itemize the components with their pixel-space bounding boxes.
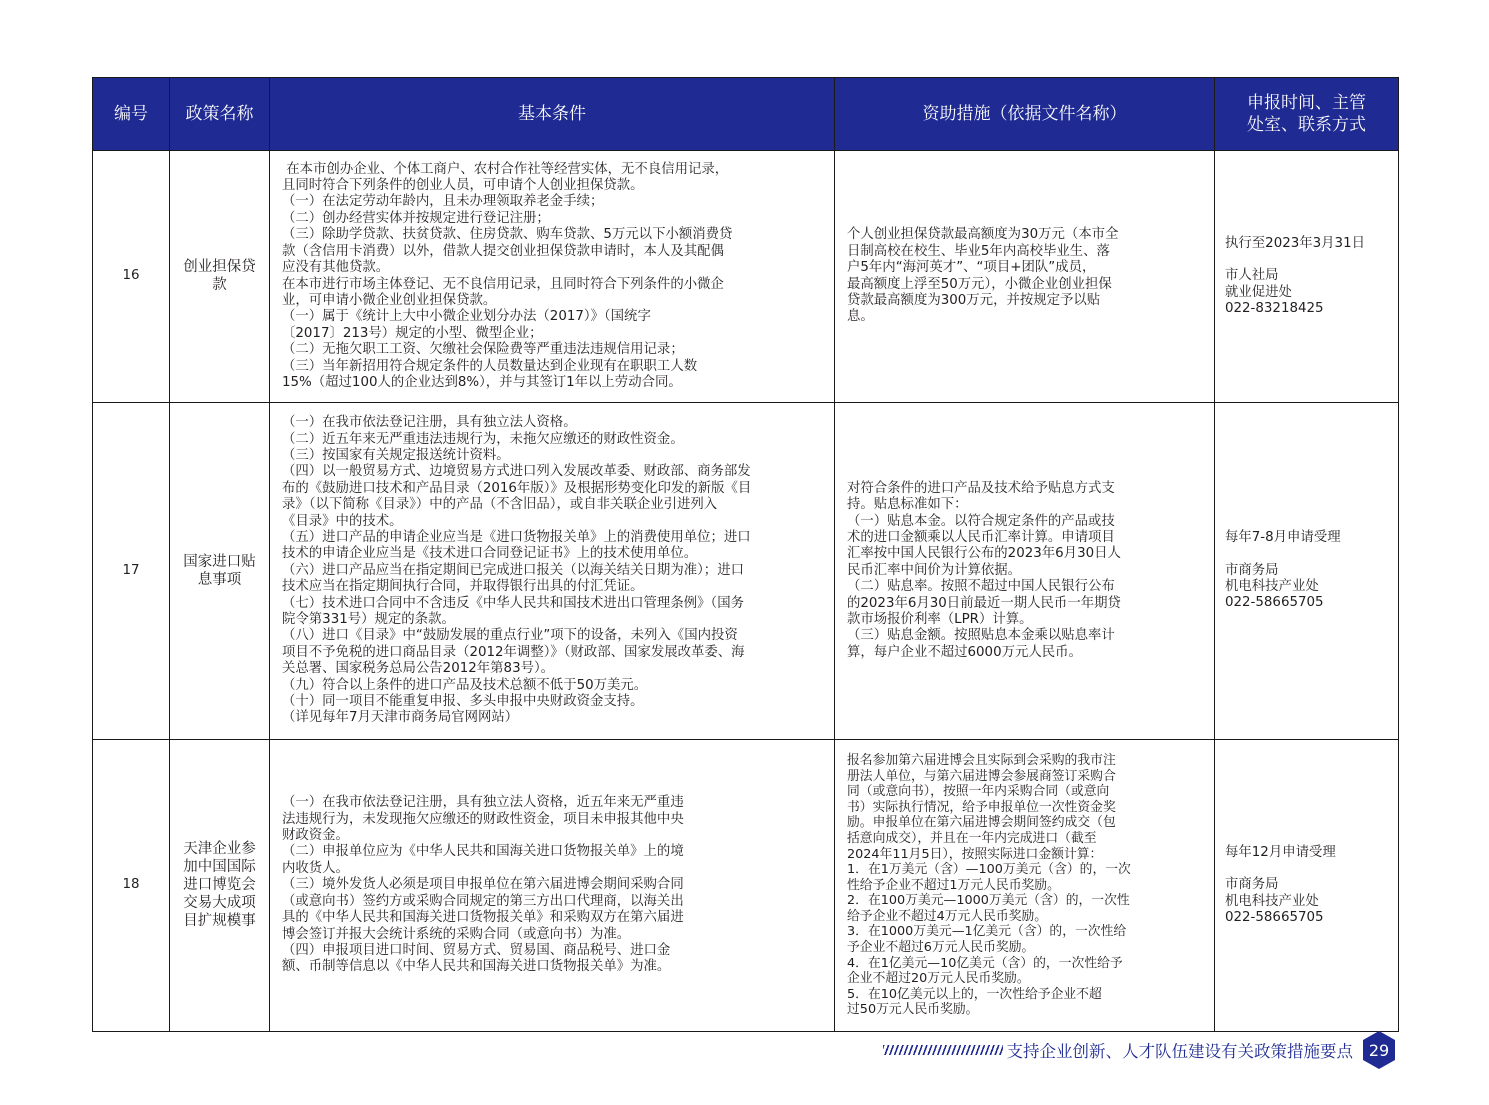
policy-name-text: 天津企业参加中国国际进口博览会交易大成项目扩规模事 <box>183 841 256 930</box>
division: 机电科技产业处 <box>1225 579 1319 594</box>
condition-line: 在本市进行市场主体登记、无不良信用记录，且同时符合下列条件的小微企 <box>282 276 724 292</box>
measure-line: 款市场报价利率（LPR）计算。 <box>847 612 1033 628</box>
measure-line: 册法人单位，与第六届进博会参展商签订采购合 <box>847 768 1116 784</box>
condition-line: （一）在法定劳动年龄内，且未办理领取养老金手续； <box>282 194 604 210</box>
condition-line: 〔2017〕213号）规定的小型、微型企业； <box>282 325 543 341</box>
measure-line: 2．在100万美元—1000万美元（含）的，一次性 <box>847 893 1130 909</box>
header-policy-name: 政策名称 <box>170 78 270 151</box>
header-contact-line2: 处室、联系方式 <box>1247 115 1366 135</box>
conditions-cell <box>270 740 835 1032</box>
header-measures: 资助措施（依据文件名称） <box>835 78 1215 151</box>
condition-line: 15%（超过100人的企业达到8%），并与其签订1年以上劳动合同。 <box>282 374 682 390</box>
contact-cell <box>1215 740 1399 1032</box>
measure-line: 过50万元人民币奖励。 <box>847 1002 979 1018</box>
measure-line: （二）贴息率。按照不超过中国人民银行公布 <box>847 579 1115 595</box>
condition-line: （一）在我市依法登记注册，具有独立法人资格。 <box>282 415 577 431</box>
condition-line: （二）近五年来无严重违法违规行为，未拖欠应缴还的财政性资金。 <box>282 431 684 447</box>
condition-line: 博会签订并报大会统计系统的采购合同（或意向书）为准。 <box>282 926 631 942</box>
condition-line: （五）进口产品的申请企业应当是《进口货物报关单》上的消费使用单位；进口 <box>282 529 751 545</box>
condition-line: （二）申报单位应为《中华人民共和国海关进口货物报关单》上的境 <box>282 844 684 860</box>
row-number: 17 <box>93 403 170 740</box>
measure-line: 户5年内“海河英才”、“项目+团队”成员， <box>847 260 1096 276</box>
condition-line: 布的《鼓励进口技术和产品目录（2016年版）》及根据形势变化印发的新版《目 <box>282 480 752 496</box>
condition-line: 业，可申请小微企业创业担保贷款。 <box>282 292 497 308</box>
policy-table <box>92 77 1399 1032</box>
table-header-row <box>93 78 1399 151</box>
condition-line: （三）当年新招用符合规定条件的人员数量达到企业现有在职职工人数 <box>282 358 698 374</box>
condition-line: 且同时符合下列条件的创业人员，可申请个人创业担保贷款。 <box>282 178 644 194</box>
conditions-cell <box>270 403 835 740</box>
header-conditions: 基本条件 <box>270 78 835 151</box>
page-number: 29 <box>1368 1041 1390 1060</box>
measures-cell <box>835 740 1215 1032</box>
contact-cell <box>1215 403 1399 740</box>
policy-name-text: 国家进口贴息事项 <box>183 553 256 588</box>
phone-number: 022-58665705 <box>1225 595 1324 611</box>
condition-line: （七）技术进口合同中不含违反《中华人民共和国技术进出口管理条例》（国务 <box>282 595 744 611</box>
condition-line: （二）无拖欠职工工资、欠缴社会保险费等严重违法违规信用记录； <box>282 342 684 358</box>
measure-line: 最高额度上浮至50万元），小微企业创业担保 <box>847 276 1112 292</box>
policy-name <box>170 740 270 1032</box>
measure-line: 个人创业担保贷款最高额度为30万元（本市全 <box>847 227 1119 243</box>
condition-line: （二）创办经营实体并按规定进行登记注册； <box>282 210 550 226</box>
condition-line: 应没有其他贷款。 <box>282 260 390 276</box>
measure-line: 的2023年6月30日前最近一期人民币一年期贷 <box>847 595 1121 611</box>
condition-line: （三）按国家有关规定报送统计资料。 <box>282 447 510 463</box>
header-contact-line1: 申报时间、主管 <box>1247 93 1366 113</box>
table-row <box>93 740 1399 1032</box>
row-number: 18 <box>93 740 170 1032</box>
measure-line: 励。申报单位在第六届进博会期间签约成交（包 <box>847 815 1116 831</box>
header-contact <box>1215 78 1399 151</box>
measure-line: 括意向成交），并且在一年内完成进口（截至 <box>847 830 1097 846</box>
policy-name <box>170 403 270 740</box>
condition-line: 项目不予免税的进口商品目录（2012年调整）》（财政部、国家发展改革委、海 <box>282 644 745 660</box>
page-footer <box>883 1032 1398 1068</box>
condition-line: 财政资金。 <box>282 828 349 844</box>
measures-cell <box>835 151 1215 403</box>
condition-line: 技术应当在指定期间执行合同，并取得银行出具的付汇凭证。 <box>282 579 644 595</box>
division: 就业促进处 <box>1225 284 1292 300</box>
measure-line: 日制高校在校生、毕业5年内高校毕业生、落 <box>847 243 1110 259</box>
measure-line: 给予企业不超过4万元人民币奖励。 <box>847 908 1048 924</box>
measure-line: 1．在1万美元（含）—100万美元（含）的，一次 <box>847 862 1131 878</box>
header-number: 编号 <box>93 78 170 151</box>
condition-line: 法违规行为，未发现拖欠应缴还的财政性资金，项目未申报其他中央 <box>282 811 684 827</box>
condition-line: （或意向书）签约方或采购合同规定的第三方出口代理商，以海关出 <box>282 893 684 909</box>
condition-line: （四）以一般贸易方式、边境贸易方式进口列入发展改革委、财政部、商务部发 <box>282 464 751 480</box>
condition-line: （十）同一项目不能重复申报、多头申报中央财政资金支持。 <box>282 694 644 710</box>
condition-line: 款（含信用卡消费）以外，借款人提交创业担保贷款申请时，本人及其配偶 <box>282 243 724 259</box>
condition-line: 内收货人。 <box>282 860 349 876</box>
measure-line: 3．在1000万美元—1亿美元（含）的，一次性给 <box>847 924 1127 940</box>
condition-line: （八）进口《目录》中“鼓励发展的重点行业”项下的设备，未列入《国内投资 <box>282 628 738 644</box>
measure-line: （三）贴息金额。按照贴息本金乘以贴息率计 <box>847 628 1115 644</box>
measure-line: 企业不超过20万元人民币奖励。 <box>847 971 1030 987</box>
condition-line: （四）申报项目进口时间、贸易方式、贸易国、商品税号、进口金 <box>282 942 671 958</box>
footer-title: 支持企业创新、人才队伍建设有关政策措施要点 <box>1006 1042 1353 1061</box>
apply-time: 每年7-8月申请受理 <box>1225 530 1341 546</box>
measure-line: 同（或意向书），按照一年内采购合同（或意向 <box>847 784 1110 800</box>
conditions-cell <box>270 151 835 403</box>
department: 市商务局 <box>1225 562 1279 578</box>
measure-line: 5．在10亿美元以上的，一次性给予企业不超 <box>847 986 1102 1002</box>
table-row <box>93 151 1399 403</box>
measure-line: 贷款最高额度为300万元，并按规定予以贴 <box>847 292 1101 308</box>
apply-time: 每年12月申请受理 <box>1225 844 1336 860</box>
phone-number: 022-83218425 <box>1225 300 1324 316</box>
measure-line: 性给予企业不超过1万元人民币奖励。 <box>847 877 1060 893</box>
condition-line: （详见每年7月天津市商务局官网网站） <box>282 710 519 726</box>
policy-name-text: 创业担保贷款 <box>183 259 256 294</box>
condition-line: 在本市创办企业、个体工商户、农村合作社等经营实体，无不良信用记录， <box>282 161 729 177</box>
condition-line: 录》（以下简称《目录》）中的产品（不含旧品），或自非关联企业引进列入 <box>282 497 718 513</box>
condition-line: 院令第331号）规定的条款。 <box>282 612 455 628</box>
division: 机电科技产业处 <box>1225 893 1319 909</box>
condition-line: 具的《中华人民共和国海关进口货物报关单》和采购双方在第六届进 <box>282 910 684 926</box>
department: 市人社局 <box>1225 268 1279 284</box>
department: 市商务局 <box>1225 877 1279 893</box>
measure-line: 4．在1亿美元—10亿美元（含）的，一次性给予 <box>847 955 1123 971</box>
measure-line: 予企业不超过6万元人民币奖励。 <box>847 940 1035 956</box>
condition-line: （九）符合以上条件的进口产品及技术总额不低于50万美元。 <box>282 677 648 693</box>
measure-line: 书）实际执行情况，给予申报单位一次性资金奖 <box>847 799 1116 815</box>
phone-number: 022-58665705 <box>1225 909 1324 925</box>
measure-line: 息。 <box>847 309 874 325</box>
row-number: 16 <box>93 151 170 403</box>
measure-line: 2024年11月5日），按照实际进口金额计算： <box>847 846 1103 862</box>
measure-line: 汇率按中国人民银行公布的2023年6月30日人 <box>847 546 1121 562</box>
page-number-badge <box>1361 1030 1397 1070</box>
measure-line: 民币汇率中间价为计算依据。 <box>847 562 1022 578</box>
condition-line: 《目录》中的技术。 <box>282 513 403 529</box>
condition-line: 技术的申请企业应当是《技术进口合同登记证书》上的技术使用单位。 <box>282 546 698 562</box>
apply-time: 执行至2023年3月31日 <box>1225 235 1365 251</box>
footer-hatch-decoration <box>883 1045 1003 1055</box>
table-row <box>93 403 1399 740</box>
measures-cell <box>835 403 1215 740</box>
policy-name <box>170 151 270 403</box>
condition-line: 关总署、国家税务总局公告2012年第83号）。 <box>282 661 555 677</box>
measure-line: 术的进口金额乘以人民币汇率计算。申请项目 <box>847 529 1115 545</box>
measure-line: 对符合条件的进口产品及技术给予贴息方式支 <box>847 480 1115 496</box>
condition-line: （六）进口产品应当在指定期间已完成进口报关（以海关结关日期为准）；进口 <box>282 562 744 578</box>
condition-line: （三）境外发货人必须是项目申报单位在第六届进博会期间采购合同 <box>282 877 684 893</box>
measure-line: 持。贴息标准如下： <box>847 497 968 513</box>
contact-cell <box>1215 151 1399 403</box>
measure-line: 算，每户企业不超过6000万元人民币。 <box>847 644 1082 660</box>
condition-line: 额、币制等信息以《中华人民共和国海关进口货物报关单》为准。 <box>282 959 671 975</box>
condition-line: （一）在我市依法登记注册，具有独立法人资格，近五年来无严重违 <box>282 795 684 811</box>
measure-line: 报名参加第六届进博会且实际到会采购的我市注 <box>847 752 1116 768</box>
condition-line: （一）属于《统计上大中小微企业划分办法（2017）》（国统字 <box>282 309 651 325</box>
condition-line: （三）除助学贷款、扶贫贷款、住房贷款、购车贷款、5万元以下小额消费贷 <box>282 227 733 243</box>
measure-line: （一）贴息本金。以符合规定条件的产品或技 <box>847 513 1115 529</box>
